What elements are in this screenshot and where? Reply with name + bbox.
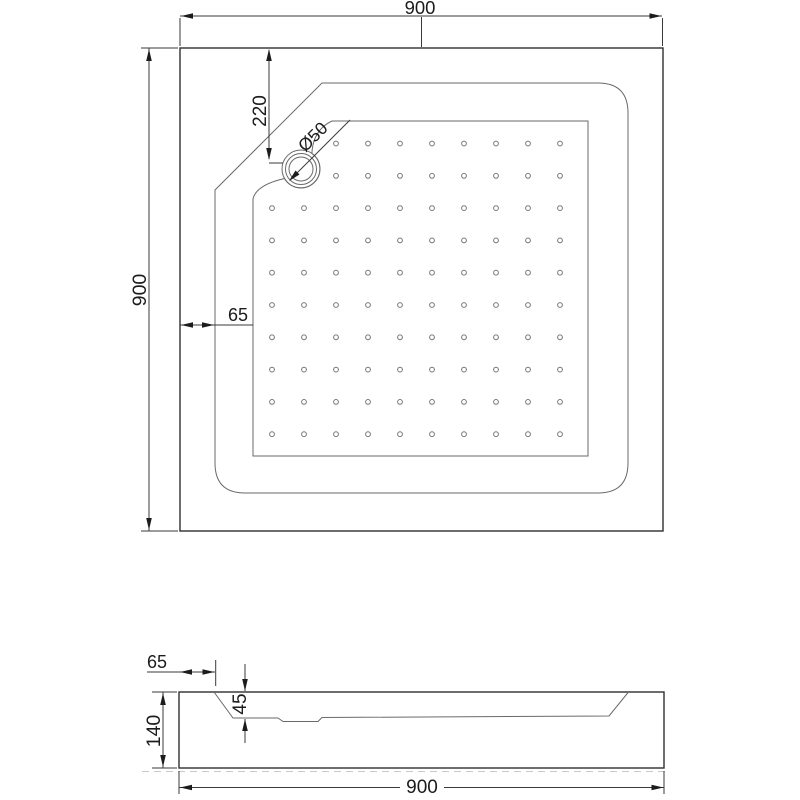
anti-slip-dot [398,400,403,405]
anti-slip-dot [334,432,339,437]
anti-slip-dot [558,206,563,211]
anti-slip-dot [398,335,403,340]
anti-slip-dot [302,432,307,437]
dim-label-rim-width-section: 65 [146,652,168,672]
top-view [129,0,663,531]
anti-slip-dot [430,270,435,275]
anti-slip-dot [526,173,531,178]
anti-slip-dot [430,173,435,178]
anti-slip-dot [334,303,339,308]
anti-slip-dot [398,367,403,372]
anti-slip-dot [366,367,371,372]
anti-slip-dot [334,367,339,372]
anti-slip-dot [558,270,563,275]
dim-bottom-width [179,771,664,798]
dim-drain-offset [250,49,283,163]
anti-slip-dot [366,238,371,243]
anti-slip-dot [302,335,307,340]
anti-slip-dot-grid [270,141,563,437]
anti-slip-dot [398,238,403,243]
anti-slip-dot [270,303,275,308]
anti-slip-dot [366,335,371,340]
anti-slip-dot [302,400,307,405]
dim-total-height [143,692,177,768]
basin-floor-edge [253,121,588,456]
anti-slip-dot [270,270,275,275]
anti-slip-dot [526,432,531,437]
anti-slip-dot [494,206,499,211]
anti-slip-dot [558,238,563,243]
anti-slip-dot [494,141,499,146]
anti-slip-dot [462,335,467,340]
anti-slip-dot [430,206,435,211]
dim-label-drain-offset: 220 [250,95,271,127]
anti-slip-dot [366,303,371,308]
anti-slip-dot [398,432,403,437]
dim-label-rim-width-plan: 65 [227,305,249,325]
anti-slip-dot [366,270,371,275]
anti-slip-dot [462,206,467,211]
dim-label-drain-diameter: Ø50 [293,117,332,156]
anti-slip-dot [462,238,467,243]
anti-slip-dot [334,141,339,146]
anti-slip-dot [270,400,275,405]
anti-slip-dot [494,367,499,372]
anti-slip-dot [366,206,371,211]
anti-slip-dot [366,400,371,405]
anti-slip-dot [558,173,563,178]
anti-slip-dot [462,400,467,405]
anti-slip-dot [334,173,339,178]
dim-label-basin-depth: 45 [230,693,251,715]
anti-slip-dot [526,400,531,405]
anti-slip-dot [302,206,307,211]
anti-slip-dot [430,238,435,243]
anti-slip-dot [558,303,563,308]
anti-slip-dot [398,303,403,308]
section-view [142,652,668,798]
anti-slip-dot [526,335,531,340]
dim-rim-width-section [147,652,216,686]
anti-slip-dot [302,303,307,308]
anti-slip-dot [366,141,371,146]
anti-slip-dot [494,303,499,308]
anti-slip-dot [494,432,499,437]
dim-rim-width-plan [180,305,253,328]
section-outer-profile [179,692,664,768]
anti-slip-dot [302,367,307,372]
anti-slip-dot [558,400,563,405]
anti-slip-dot [366,173,371,178]
anti-slip-dot [558,367,563,372]
anti-slip-dot [398,173,403,178]
dim-label-top-width: 900 [404,0,436,18]
dim-label-bottom-width: 900 [406,777,438,798]
anti-slip-dot [270,238,275,243]
anti-slip-dot [270,367,275,372]
anti-slip-dot [430,303,435,308]
dim-top-width [180,0,663,47]
anti-slip-dot [302,270,307,275]
section-basin-profile [214,692,629,722]
anti-slip-dot [334,238,339,243]
anti-slip-dot [398,206,403,211]
anti-slip-dot [526,238,531,243]
anti-slip-dot [430,400,435,405]
anti-slip-dot [558,335,563,340]
dim-basin-depth [230,664,251,743]
anti-slip-dot [494,173,499,178]
anti-slip-dot [334,270,339,275]
dim-left-height [129,48,178,531]
anti-slip-dot [430,141,435,146]
anti-slip-dot [462,367,467,372]
anti-slip-dot [302,238,307,243]
anti-slip-dot [526,367,531,372]
anti-slip-dot [430,367,435,372]
anti-slip-dot [334,400,339,405]
anti-slip-dot [462,303,467,308]
anti-slip-dot [462,432,467,437]
anti-slip-dot [398,270,403,275]
anti-slip-dot [494,270,499,275]
anti-slip-dot [558,141,563,146]
anti-slip-dot [462,270,467,275]
anti-slip-dot [558,432,563,437]
tray-inner-rim [215,83,628,493]
anti-slip-dot [270,206,275,211]
anti-slip-dot [366,432,371,437]
dim-label-total-height: 140 [143,714,165,748]
anti-slip-dot [494,238,499,243]
anti-slip-dot [526,141,531,146]
anti-slip-dot [398,141,403,146]
anti-slip-dot [430,432,435,437]
anti-slip-dot [462,141,467,146]
anti-slip-dot [494,335,499,340]
anti-slip-dot [334,335,339,340]
dim-label-left-height: 900 [129,273,151,307]
anti-slip-dot [462,173,467,178]
anti-slip-dot [494,400,499,405]
anti-slip-dot [526,303,531,308]
anti-slip-dot [430,335,435,340]
anti-slip-dot [334,206,339,211]
anti-slip-dot [270,335,275,340]
anti-slip-dot [270,432,275,437]
anti-slip-dot [526,206,531,211]
anti-slip-dot [526,270,531,275]
